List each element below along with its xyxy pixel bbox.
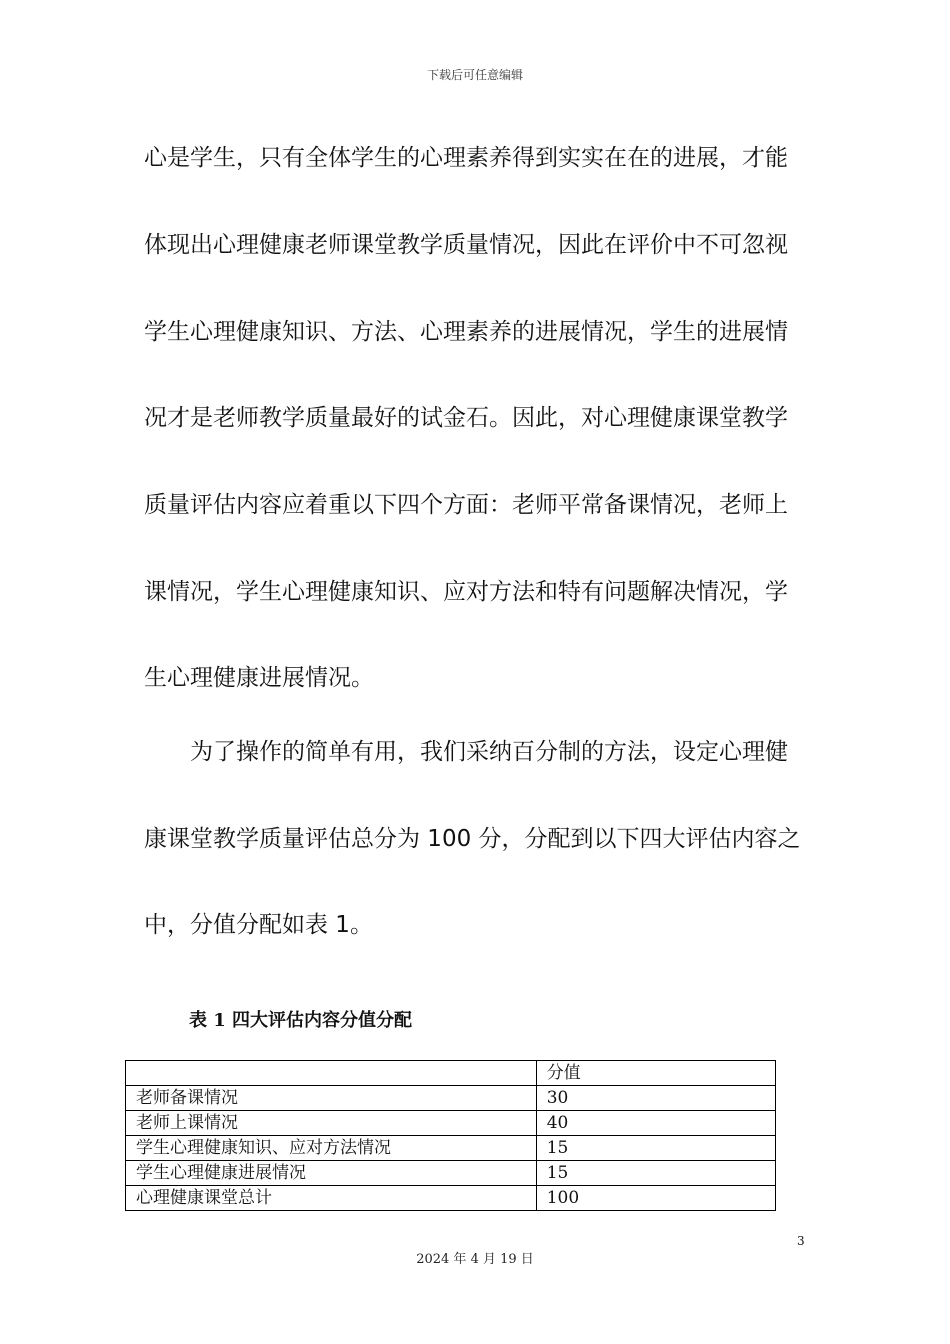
table-header-row [126,1061,776,1086]
body-line-5: 质量评估内容应着重以下四个方面：老师平常备课情况，老师上 [144,492,788,518]
table-cell-item: 学生心理健康进展情况 [126,1161,537,1186]
table-row [126,1111,776,1136]
table-cell-item: 老师上课情况 [126,1111,537,1136]
body-line-2: 体现出心理健康老师课堂教学质量情况，因此在评价中不可忽视 [144,232,788,258]
page-header: 下载后可任意编辑 [426,68,523,82]
table-cell-score: 100 [536,1186,775,1211]
table-cell-score: 15 [536,1136,775,1161]
table-cell-score: 40 [536,1111,775,1136]
body-line-1: 心是学生，只有全体学生的心理素养得到实实在在的进展，才能 [144,145,788,171]
table-cell-score: 30 [536,1086,775,1111]
score-table [125,1060,776,1211]
table-caption: 表 1 四大评估内容分值分配 [189,1010,413,1031]
body-line-7: 生心理健康进展情况。 [144,665,374,691]
body-line-3: 学生心理健康知识、方法、心理素养的进展情况，学生的进展情 [144,319,788,345]
table-cell-item: 老师备课情况 [126,1086,537,1111]
table-row [126,1086,776,1111]
table-cell-item: 心理健康课堂总计 [126,1186,537,1211]
table-header-cell: 分值 [536,1061,775,1086]
table-cell-score: 15 [536,1161,775,1186]
body-line-9: 康课堂教学质量评估总分为 100 分，分配到以下四大评估内容之 [144,826,801,852]
table-row [126,1136,776,1161]
body-line-6: 课情况，学生心理健康知识、应对方法和特有问题解决情况，学 [144,579,788,605]
body-line-8: 为了操作的简单有用，我们采纳百分制的方法，设定心理健 [144,739,788,765]
page-footer-date: 2024 年 4 月 19 日 [416,1252,534,1267]
table-header-cell [126,1061,537,1086]
body-line-4: 况才是老师教学质量最好的试金石。因此，对心理健康课堂教学 [144,405,788,431]
table-row [126,1161,776,1186]
table-row [126,1186,776,1211]
table-cell-item: 学生心理健康知识、应对方法情况 [126,1136,537,1161]
page-number: 3 [797,1234,805,1248]
body-line-10: 中，分值分配如表 1。 [144,912,373,938]
